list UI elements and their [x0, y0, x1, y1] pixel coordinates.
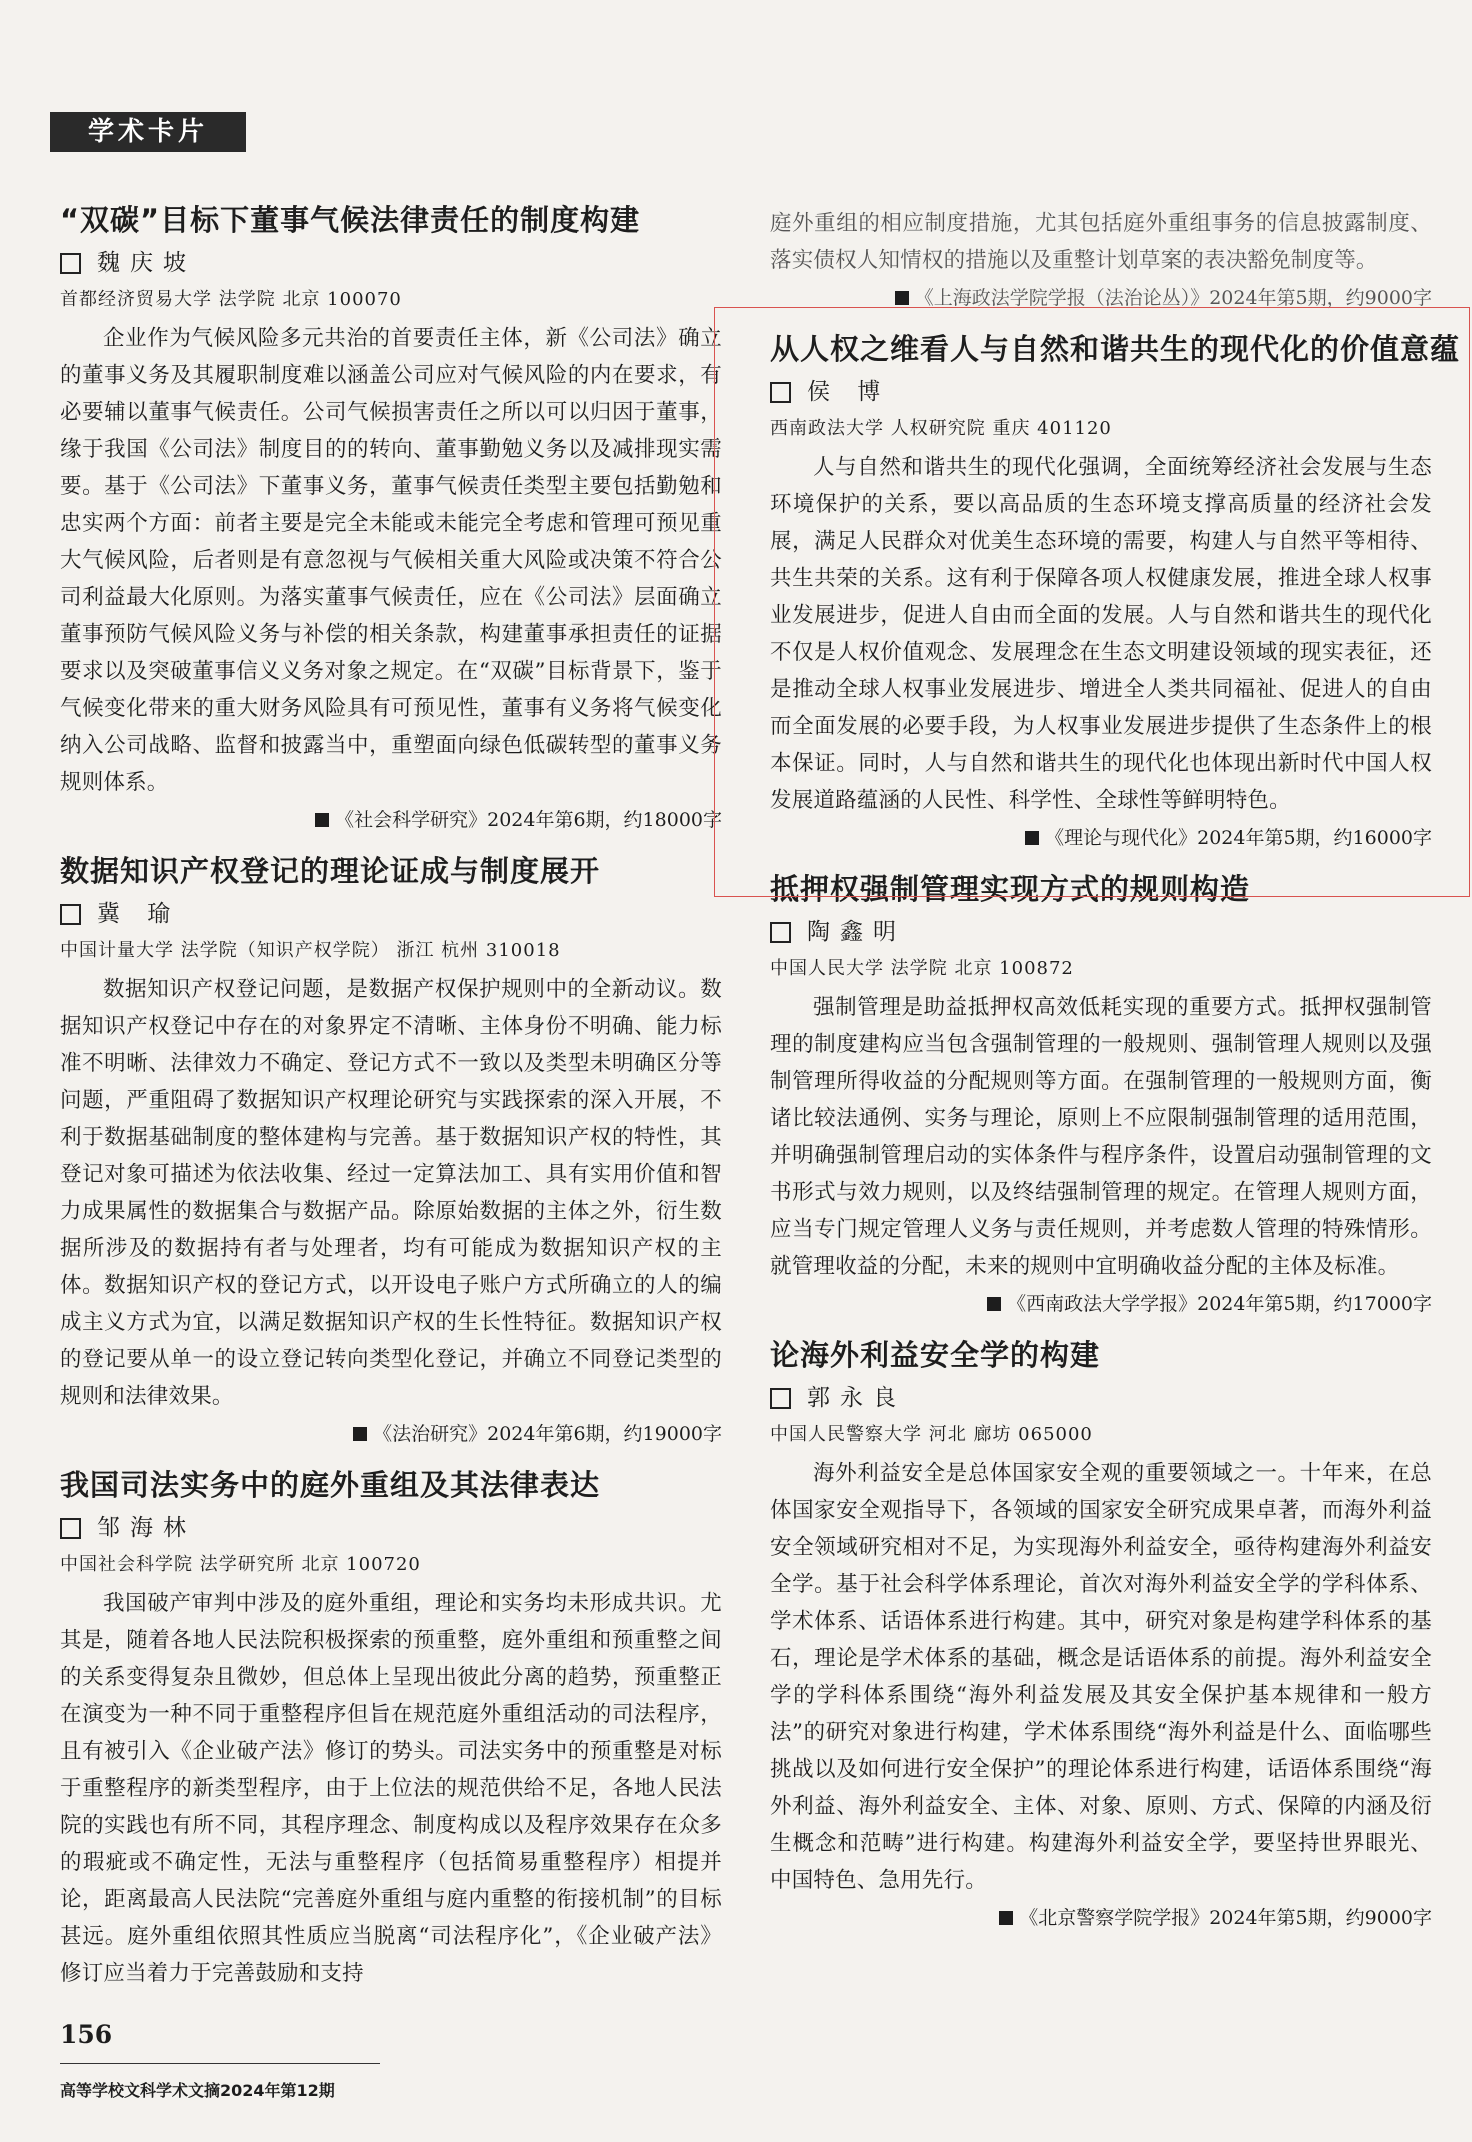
- article-title: “双碳”目标下董事气候法律责任的制度构建: [60, 203, 641, 237]
- article-continuation: [770, 205, 1432, 315]
- article-affiliation: 西南政法大学 人权研究院 重庆 401120: [770, 418, 1112, 439]
- article-affiliation: 首都经济贸易大学 法学院 北京 100070: [60, 289, 402, 310]
- article-abstract: 海外利益安全是总体国家安全观的重要领域之一。十年来，在总体国家安全观指导下，各领域的国家安全研究成果卓著，而海外利益安全领域研究相对不足，为实现海外利益安全，亟待构建海外利益安全学。基于社会科学体系理论，首次对海外利益安全学的学科体系、学术体系、话语体系进行构建。其中，研究对象是构建学科体系的基石，理论是学术体系的基础，概念是话语体系的前提。海外利益安全学的学科体系围绕“海外利益发展及其安全保护基本规律和一般方法”的研究对象进行构建，学术体系围绕“海外利益是什么、面临哪些挑战以及如何进行安全保护”的理论体系进行构建，话语体系围绕“海外利益、海外利益安全、主体、对象、原则、方式、保障的内涵及衍生概念和范畴”进行构建。构建海外利益安全学，要坚持世界眼光、中国特色、急用先行。: [770, 1461, 1432, 1893]
- black-square-icon: [987, 1297, 1001, 1311]
- author-name: 郭永良: [807, 1385, 906, 1411]
- article-abstract: 强制管理是助益抵押权高效低耗实现的重要方式。抵押权强制管理的制度建构应当包含强制管理的一般规则、强制管理人规则以及强制管理所得收益的分配规则等方面。在强制管理的一般规则方面，衡诸比较法通例、实务与理论，原则上不应限制强制管理的适用范围，并明确强制管理启动的实体条件与程序条件，设置启动强制管理的文书形式与效力规则，以及终结强制管理的规定。在管理人规则方面，应当专门规定管理人义务与责任规则，并考虑数人管理的特殊情形。就管理收益的分配，未来的规则中宜明确收益分配的主体及标准。: [770, 995, 1432, 1279]
- article-source: [60, 1417, 722, 1451]
- checkbox-square-icon: [770, 1388, 791, 1409]
- source-text: 《西南政法大学学报》2024年第5期，约17000字: [1007, 1293, 1432, 1315]
- article: [770, 869, 1432, 1321]
- article-source: [770, 281, 1432, 315]
- article-affiliation: 中国人民警察大学 河北 廊坊 065000: [770, 1424, 1093, 1445]
- black-square-icon: [1025, 831, 1039, 845]
- article: [60, 200, 722, 837]
- article-abstract: 人与自然和谐共生的现代化强调，全面统筹经济社会发展与生态环境保护的关系，要以高品质的生态环境支撑高质量的经济社会发展，满足人民群众对优美生态环境的需要，构建人与自然平等相待、共生共荣的关系。这有利于保障各项人权健康发展，推进全球人权事业发展进步，促进人自由而全面的发展。人与自然和谐共生的现代化不仅是人权价值观念、发展理念在生态文明建设领域的现实表征，还是推动全球人权事业发展进步、增进全人类共同福祉、促进人的自由而全面发展的必要手段，为人权事业发展进步提供了生态条件上的根本保证。同时，人与自然和谐共生的现代化也体现出新时代中国人权发展道路蕴涵的人民性、科学性、全球性等鲜明特色。: [770, 455, 1432, 813]
- source-text: 《法治研究》2024年第6期，约19000字: [373, 1423, 722, 1445]
- article-abstract: 企业作为气候风险多元共治的首要责任主体，新《公司法》确立的董事义务及其履职制度难以涵盖公司应对气候风险的内在要求，有必要辅以董事气候责任。公司气候损害责任之所以可以归因于董事，缘于我国《公司法》制度目的的转向、董事勤勉义务以及减排现实需要。基于《公司法》下董事义务，董事气候责任类型主要包括勤勉和忠实两个方面：前者主要是完全未能或未能完全考虑和管理可预见重大气候风险，后者则是有意忽视与气候相关重大风险或决策不符合公司利益最大化原则。为落实董事气候责任，应在《公司法》层面确立董事预防气候风险义务与补偿的相关条款，构建董事承担责任的证据要求以及突破董事信义义务对象之规定。在“双碳”目标背景下，鉴于气候变化带来的重大财务风险具有可预见性，董事有义务将气候变化纳入公司战略、监督和披露当中，重塑面向绿色低碳转型的董事义务规则体系。: [60, 326, 722, 795]
- continuation-text: 庭外重组的相应制度措施，尤其包括庭外重组事务的信息披露制度、落实债权人知情权的措施以及重整计划草案的表决豁免制度等。: [770, 211, 1432, 273]
- author-name: 邹海林: [97, 1515, 196, 1541]
- checkbox-square-icon: [60, 253, 81, 274]
- checkbox-square-icon: [60, 904, 81, 925]
- checkbox-square-icon: [770, 382, 791, 403]
- left-column: [60, 200, 722, 2006]
- article-source: [770, 1901, 1432, 1935]
- article-author: [770, 915, 1432, 949]
- article-title: 我国司法实务中的庭外重组及其法律表达: [60, 1468, 601, 1502]
- article-affiliation: 中国社会科学院 法学研究所 北京 100720: [60, 1554, 421, 1575]
- source-text: 《社会科学研究》2024年第6期，约18000字: [335, 809, 722, 831]
- article-source: [770, 1287, 1432, 1321]
- article-title: 论海外利益安全学的构建: [770, 1338, 1101, 1372]
- article-author: [60, 1511, 722, 1545]
- source-text: 《理论与现代化》2024年第5期，约16000字: [1045, 827, 1432, 849]
- black-square-icon: [353, 1427, 367, 1441]
- section-banner: 学术卡片: [50, 112, 246, 152]
- article-abstract: 我国破产审判中涉及的庭外重组，理论和实务均未形成共识。尤其是，随着各地人民法院积极探索的预重整，庭外重组和预重整之间的关系变得复杂且微妙，但总体上呈现出彼此分离的趋势，预重整正在演变为一种不同于重整程序但旨在规范庭外重组活动的司法程序，且有被引入《企业破产法》修订的势头。司法实务中的预重整是对标于重整程序的新类型程序，由于上位法的规范供给不足，各地人民法院的实践也有所不同，其程序理念、制度构成以及程序效果存在众多的瑕疵或不确定性，无法与重整程序（包括简易重整程序）相提并论，距离最高人民法院“完善庭外重组与庭内重整的衔接机制”的目标甚远。庭外重组依照其性质应当脱离“司法程序化”，《企业破产法》修订应当着力于完善鼓励和支持: [60, 1591, 722, 1986]
- author-name: 陶鑫明: [807, 919, 906, 945]
- article-title: 数据知识产权登记的理论证成与制度展开: [60, 854, 601, 888]
- author-name: 魏庆坡: [97, 250, 196, 276]
- checkbox-square-icon: [60, 1518, 81, 1539]
- article-source: [770, 821, 1432, 855]
- author-name: 侯 博: [807, 379, 891, 405]
- article: [770, 1335, 1432, 1935]
- black-square-icon: [315, 813, 329, 827]
- article-abstract: 数据知识产权登记问题，是数据产权保护规则中的全新动议。数据知识产权登记中存在的对象界定不清晰、主体身份不明确、能力标准不明晰、法律效力不确定、登记方式不一致以及类型未明确区分等问题，严重阻碍了数据知识产权理论研究与实践探索的深入开展，不利于数据基础制度的整体建构与完善。基于数据知识产权的特性，其登记对象可描述为依法收集、经过一定算法加工、具有实用价值和智力成果属性的数据集合与数据产品。除原始数据的主体之外，衍生数据所涉及的数据持有者与处理者，均有可能成为数据知识产权的主体。数据知识产权的登记方式，以开设电子账户方式所确立的人的编成主义方式为宜，以满足数据知识产权的生长性特征。数据知识产权的登记要从单一的设立登记转向类型化登记，并确立不同登记类型的规则和法律效果。: [60, 977, 722, 1409]
- article: [60, 1465, 722, 1992]
- article-author: [770, 375, 1432, 409]
- black-square-icon: [895, 291, 909, 305]
- black-square-icon: [999, 1911, 1013, 1925]
- article-title: 抵押权强制管理实现方式的规则构造: [770, 872, 1251, 906]
- author-name: 冀 瑜: [97, 901, 181, 927]
- article-affiliation: 中国计量大学 法学院（知识产权学院） 浙江 杭州 310018: [60, 940, 561, 961]
- article-author: [60, 246, 722, 280]
- checkbox-square-icon: [770, 922, 791, 943]
- article-author: [770, 1381, 1432, 1415]
- source-text: 《北京警察学院学报》2024年第5期，约9000字: [1019, 1907, 1432, 1929]
- article-source: [60, 803, 722, 837]
- journal-footer: 高等学校文科学术文摘2024年第12期: [60, 2081, 335, 2100]
- right-column: [770, 205, 1461, 1949]
- article-affiliation: 中国人民大学 法学院 北京 100872: [770, 958, 1074, 979]
- article: [60, 851, 722, 1451]
- footer-divider: [60, 2063, 380, 2064]
- article: [770, 329, 1461, 855]
- page-number: 156: [60, 2020, 113, 2049]
- source-text: 《上海政法学院学报（法治论丛）》2024年第5期，约9000字: [914, 287, 1432, 309]
- article-title: 从人权之维看人与自然和谐共生的现代化的价值意蕴: [770, 332, 1461, 366]
- article-author: [60, 897, 722, 931]
